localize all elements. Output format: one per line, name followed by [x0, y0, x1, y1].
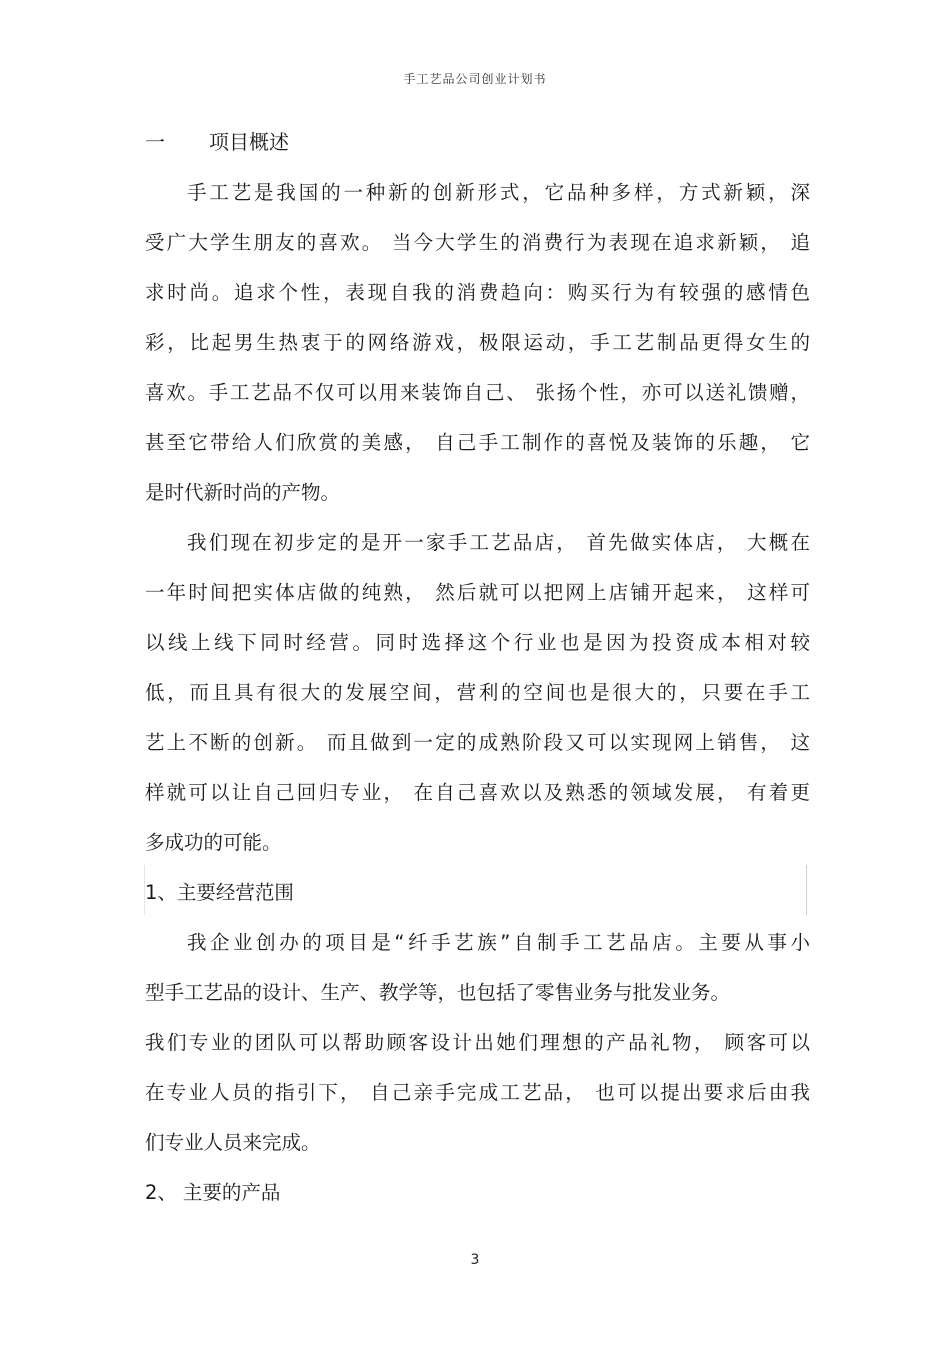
- section-title: 项目概述: [209, 130, 289, 154]
- paragraph-line: 求时尚。追求个性，表现自我的消费趋向：购买行为有较强的感情色: [145, 281, 810, 304]
- margin-rule-left: [144, 865, 145, 915]
- paragraph-line: 多成功的可能。: [145, 831, 282, 854]
- paragraph-line: 手工艺是我国的一种新的创新形式，它品种多样，方式新颖，深: [187, 181, 810, 204]
- paragraph-line: 彩，比起男生热衷于的网络游戏，极限运动，手工艺制品更得女生的: [145, 331, 810, 354]
- section-number: 一: [145, 130, 165, 154]
- paragraph-line: 我企业创办的项目是“纤手艺族”自制手工艺品店。主要从事小: [187, 931, 810, 954]
- paragraph-line: 我们专业的团队可以帮助顾客设计出她们理想的产品礼物， 顾客可以: [145, 1031, 810, 1054]
- paragraph-line: 低，而且具有很大的发展空间，营利的空间也是很大的，只要在手工: [145, 681, 810, 704]
- section-heading: [145, 120, 810, 164]
- paragraph-line: 样就可以让自己回归专业， 在自己喜欢以及熟悉的领域发展， 有着更: [145, 781, 810, 804]
- paragraph-line: 甚至它带给人们欣赏的美感， 自己手工制作的喜悦及装饰的乐趣， 它: [145, 431, 810, 454]
- subsection-heading-2: [145, 1168, 810, 1218]
- paragraph-line: 们专业人员来完成。: [145, 1131, 321, 1154]
- paragraph-line: 受广大学生朋友的喜欢。 当今大学生的消费行为表现在追求新颖， 追: [145, 231, 810, 254]
- subsection-title: 主要的产品: [182, 1181, 281, 1204]
- paragraph-line: 一年时间把实体店做的纯熟， 然后就可以把网上店铺开起来， 这样可: [145, 581, 810, 604]
- margin-rule-right: [806, 865, 807, 915]
- paragraph-line: 艺上不断的创新。 而且做到一定的成熟阶段又可以实现网上销售， 这: [145, 731, 810, 754]
- paragraph-line: 喜欢。手工艺品不仅可以用来装饰自己、 张扬个性，亦可以送礼馈赠，: [145, 381, 810, 404]
- subsection-number: 1、: [145, 881, 177, 904]
- subsection-heading-1: [145, 868, 810, 918]
- paragraph-1: [145, 168, 810, 518]
- subsection-title: 主要经营范围: [176, 881, 294, 904]
- subsection-number: 2、: [145, 1181, 177, 1204]
- document-body: [145, 120, 810, 1218]
- paragraph-line: 以线上线下同时经营。同时选择这个行业也是因为投资成本相对较: [145, 631, 810, 654]
- paragraph-2: [145, 518, 810, 868]
- paragraph-line: 在专业人员的指引下， 自己亲手完成工艺品， 也可以提出要求后由我: [145, 1081, 810, 1104]
- paragraph-3: [145, 918, 810, 1168]
- running-header: 手工艺品公司创业计划书: [403, 72, 547, 86]
- paragraph-line: 我们现在初步定的是开一家手工艺品店， 首先做实体店， 大概在: [187, 531, 810, 554]
- paragraph-line: 型手工艺品的设计、生产、教学等，也包括了零售业务与批发业务。: [145, 981, 731, 1004]
- page-number: 3: [470, 1252, 480, 1268]
- paragraph-line: 是时代新时尚的产物。: [145, 481, 341, 504]
